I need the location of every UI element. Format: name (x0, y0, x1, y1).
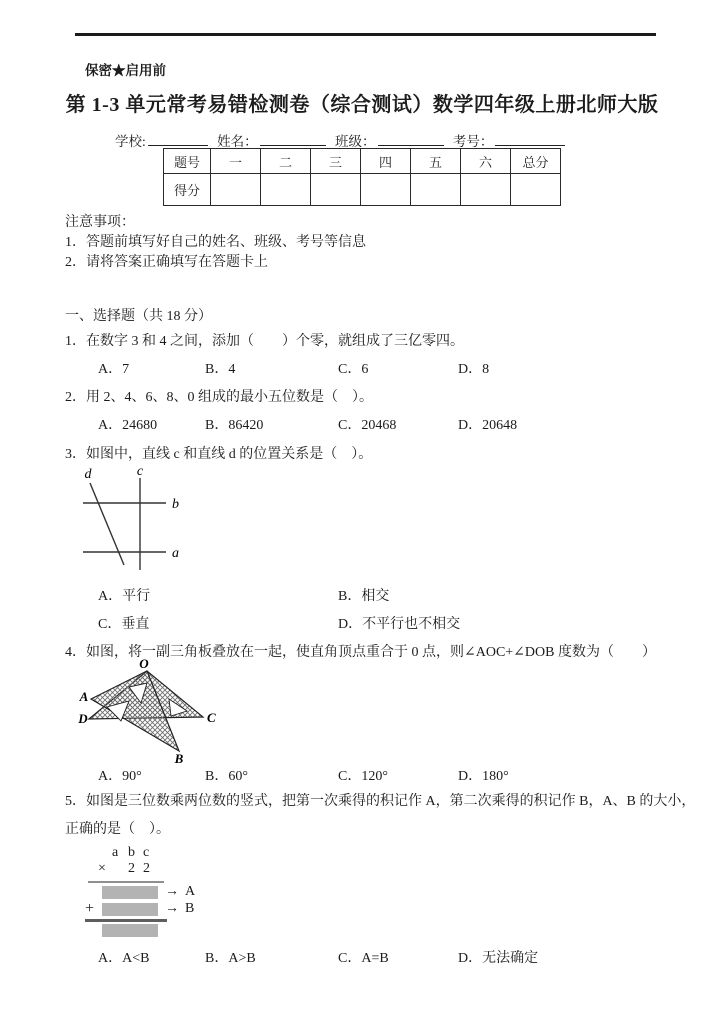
score-table-header-cell: 总分 (511, 149, 561, 174)
label-c: C (207, 710, 216, 725)
score-cell (211, 174, 261, 206)
option-c: C．垂直 (98, 617, 150, 632)
label-d: d (84, 467, 92, 482)
arrow-icon: → (165, 901, 179, 916)
label-b: b (172, 497, 179, 512)
school-label: 学校: (115, 134, 146, 149)
label-d: D (78, 711, 88, 726)
digit-letter-a: a (112, 845, 119, 860)
option-b: B．60° (205, 769, 248, 784)
score-table-header-cell: 一 (211, 149, 261, 174)
digit-letter-b: b (128, 845, 135, 860)
label-b: B (174, 751, 184, 766)
score-table-header-row (164, 149, 561, 174)
option-c: C．120° (338, 769, 388, 784)
score-table-header-cell: 三 (311, 149, 361, 174)
arrow-icon: → (165, 884, 179, 899)
lines-figure (65, 464, 190, 576)
multiplier-digit: 2 (143, 861, 150, 876)
student-info-line (115, 130, 571, 150)
plus-sign: + (85, 900, 95, 917)
option-a: A．90° (98, 769, 142, 784)
final-product-box (102, 924, 158, 937)
set-squares-figure (75, 655, 225, 767)
partial-product-box-b (102, 903, 158, 916)
class-blank (378, 132, 444, 146)
name-label: 姓名： (217, 134, 258, 149)
score-table-header-cell: 题号 (164, 149, 211, 174)
score-table-header-cell: 四 (361, 149, 411, 174)
notice-item: 2．请将答案正确填写在答题卡上 (65, 255, 268, 270)
digit-letter-c: c (143, 845, 150, 860)
option-d: D．8 (458, 362, 490, 377)
score-cell (411, 174, 461, 206)
partial-product-box-a (102, 886, 158, 899)
question-5-text: 5．如图是三位数乘两位数的竖式，把第一次乘得的积记作 A，第二次乘得的积记作 B，A、B 的大小， (65, 794, 696, 809)
option-c: C．A=B (338, 951, 389, 966)
option-b: B．86420 (205, 418, 264, 433)
score-table-header-cell: 六 (461, 149, 511, 174)
option-a: A．平行 (98, 589, 151, 604)
question-2-text: 2．用 2、4、6、8、0 组成的最小五位数是（ ）。 (65, 390, 373, 405)
label-o: O (139, 656, 149, 671)
score-cell (261, 174, 311, 206)
multiplier-digit: 2 (128, 861, 135, 876)
score-table-header-cell: 二 (261, 149, 311, 174)
result-rule (85, 919, 167, 922)
option-a: A．24680 (98, 418, 158, 433)
label-c: c (136, 464, 144, 479)
score-table (163, 148, 561, 206)
secrecy-notice: 保密★启用前 (85, 63, 166, 78)
multiplication-rule (88, 881, 164, 883)
score-cell (461, 174, 511, 206)
name-blank (260, 132, 326, 146)
score-cell (311, 174, 361, 206)
option-b: B．A>B (205, 951, 256, 966)
question-5-text-continued: 正确的是（ ）。 (65, 822, 170, 837)
score-table-score-row (164, 174, 561, 206)
school-blank (148, 132, 208, 146)
option-b: B．相交 (338, 589, 390, 604)
section-heading: 一、选择题（共 18 分） (65, 309, 212, 324)
exam-number-label: 考号： (452, 134, 494, 149)
question-3-text: 3．如图中，直线 c 和直线 d 的位置关系是（ ）。 (65, 447, 373, 462)
option-d: D．20648 (458, 418, 518, 433)
score-cell (511, 174, 561, 206)
option-b: B．4 (205, 362, 236, 377)
class-label: 班级： (335, 134, 376, 149)
page-title: 第 1-3 单元常考易错检测卷（综合测试）数学四年级上册北师大版 (65, 94, 659, 116)
label-a: A (79, 689, 89, 704)
vertical-multiplication-figure (85, 845, 295, 940)
option-c: C．6 (338, 362, 369, 377)
question-1-text: 1．在数字 3 和 4 之间，添加（ ）个零，就组成了三亿零四。 (65, 334, 464, 349)
question-4-text: 4．如图，将一副三角板叠放在一起，使直角顶点重合于 0 点，则∠AOC+∠DOB 度数为（ ） (65, 645, 656, 660)
product-b-label: B (185, 901, 195, 916)
option-d: D．不平行也不相交 (338, 617, 461, 632)
exam-number-blank (495, 132, 565, 146)
option-d: D．180° (458, 769, 509, 784)
label-a: a (172, 546, 179, 561)
score-row-label: 得分 (164, 174, 211, 206)
line-d (90, 483, 124, 565)
score-cell (361, 174, 411, 206)
notice-item: 1．答题前填写好自己的姓名、班级、考号等信息 (65, 235, 366, 250)
option-c: C．20468 (338, 418, 397, 433)
header-rule (75, 33, 656, 36)
option-d: D．无法确定 (458, 951, 539, 966)
notice-title: 注意事项： (65, 215, 135, 230)
multiply-sign: × (98, 861, 106, 876)
option-a: A．A<B (98, 951, 150, 966)
product-a-label: A (185, 884, 196, 899)
option-a: A．7 (98, 362, 130, 377)
score-table-header-cell: 五 (411, 149, 461, 174)
